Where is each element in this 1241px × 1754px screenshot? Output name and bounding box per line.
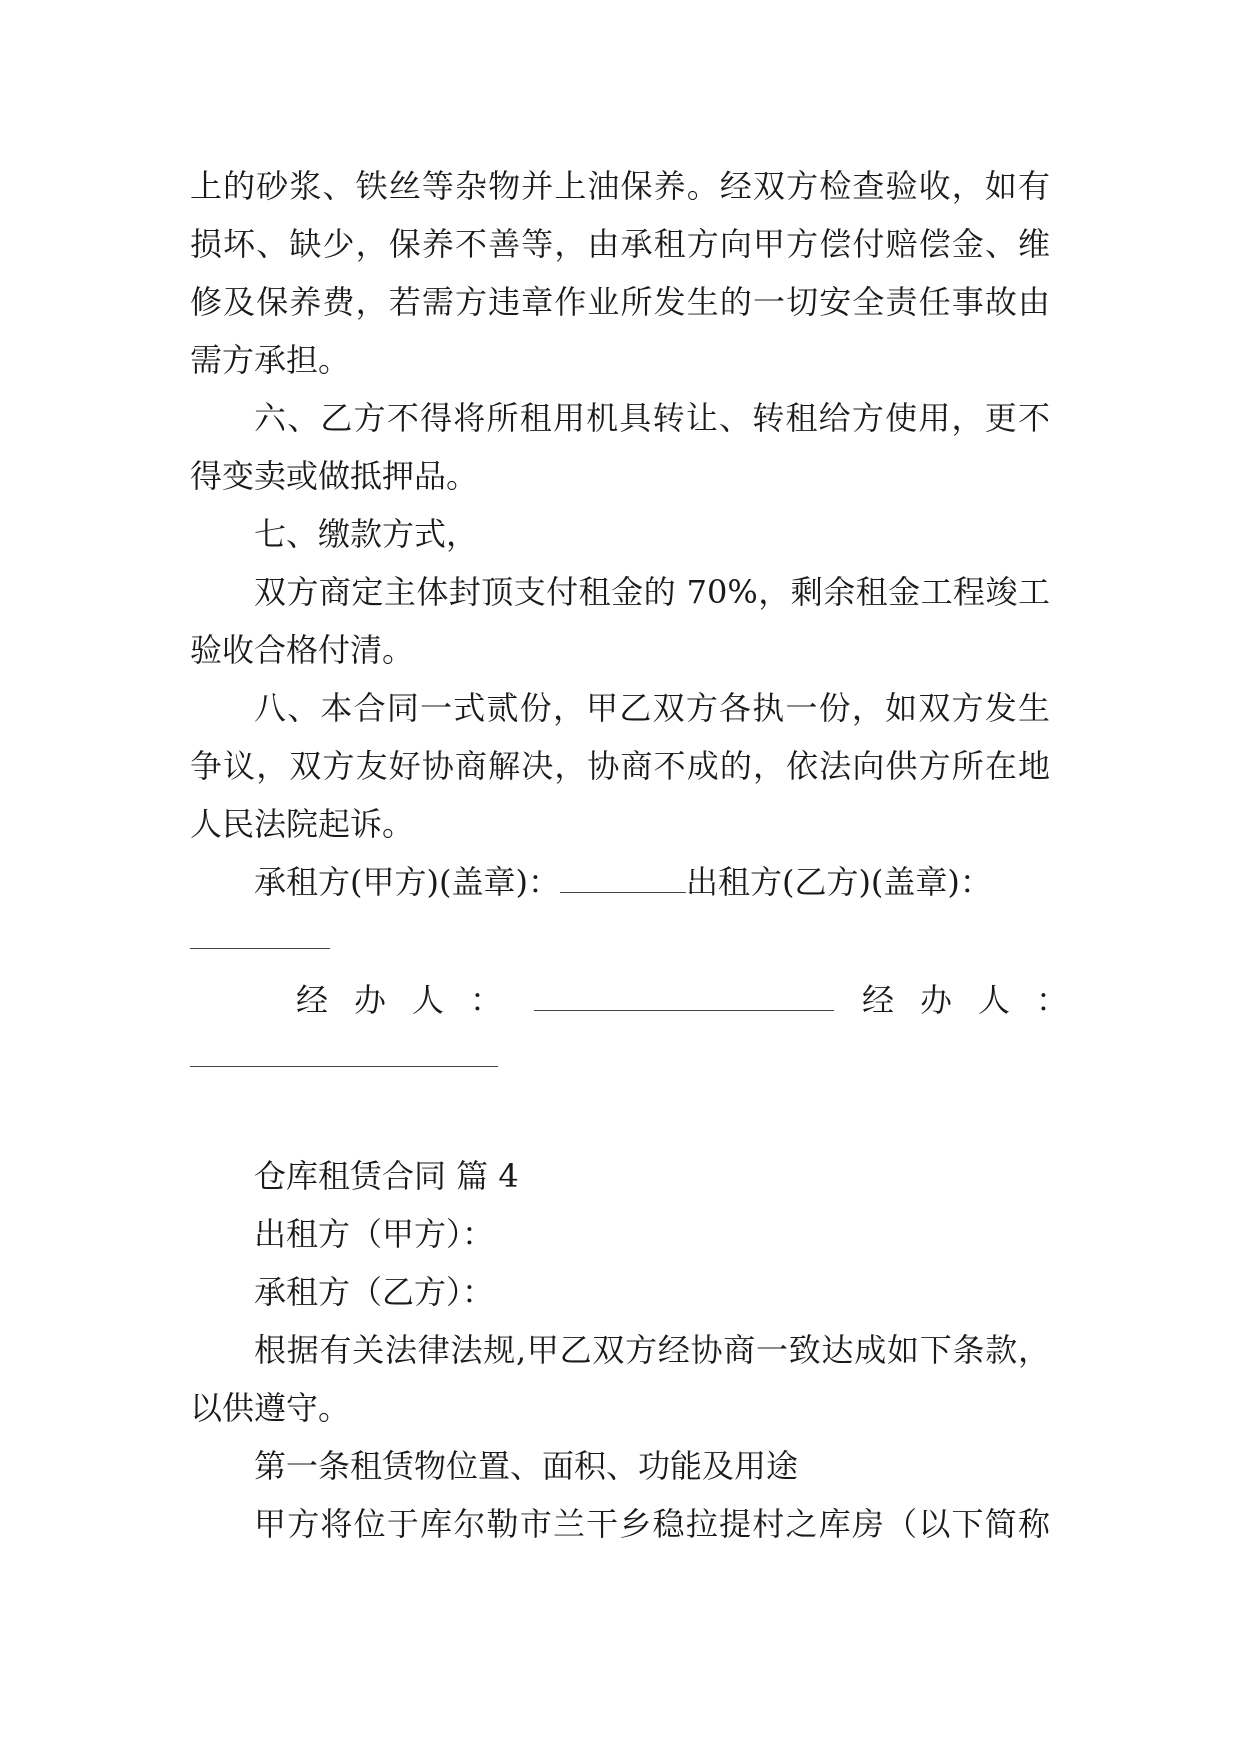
- clause5-line-1: 上的砂浆、铁丝等杂物并上油保养。经双方检查验收，如有: [190, 167, 1050, 205]
- agent-line: [296, 980, 1095, 1020]
- lessor-seal-blank: [190, 948, 330, 949]
- clause7-line-2: 验收合格付清。: [190, 631, 415, 669]
- clause6-line-2: 得变卖或做抵押品。: [190, 457, 479, 495]
- lessor-seal-label: 出租方(乙方)(盖章)：: [685, 863, 992, 901]
- section4-lessee: 承租方（乙方）：: [254, 1273, 495, 1311]
- lessee-agent-label: 经办人：: [296, 981, 529, 1019]
- lessee-agent-blank: [534, 984, 834, 1011]
- section4-preamble-line-1: 根据有关法律法规,甲乙双方经协商一致达成如下条款，: [254, 1331, 1050, 1369]
- section4-title: 仓库租赁合同 篇 4: [254, 1157, 519, 1195]
- clause5-line-4: 需方承担。: [190, 341, 351, 379]
- lessee-seal-label: 承租方(甲方)(盖章)：: [254, 863, 560, 901]
- article1-body-line-1: 甲方将位于库尔勒市兰干乡稳拉提村之库房（以下简称: [254, 1505, 1050, 1543]
- lessor-agent-label: 经办人：: [862, 981, 1095, 1019]
- clause8-line-3: 人民法院起诉。: [190, 805, 415, 843]
- clause5-line-3: 修及保养费，若需方违章作业所发生的一切安全责任事故由: [190, 283, 1050, 321]
- clause7-title: 七、缴款方式，: [254, 515, 479, 553]
- clause8-line-1: 八、本合同一式贰份，甲乙双方各执一份，如双方发生: [254, 689, 1050, 727]
- clause7-line-1: 双方商定主体封顶支付租金的 70%，剩余租金工程竣工: [254, 573, 1050, 611]
- article1-title: 第一条租赁物位置、面积、功能及用途: [254, 1447, 799, 1485]
- lessee-seal-blank: [560, 866, 686, 893]
- signature-line: [254, 862, 1050, 902]
- section4-preamble-line-2: 以供遵守。: [190, 1389, 351, 1427]
- lessor-agent-blank: [190, 1066, 498, 1067]
- clause8-line-2: 争议，双方友好协商解决，协商不成的，依法向供方所在地: [190, 747, 1050, 785]
- clause6-line-1: 六、乙方不得将所租用机具转让、转租给方使用，更不: [254, 399, 1050, 437]
- clause5-line-2: 损坏、缺少，保养不善等，由承租方向甲方偿付赔偿金、维: [190, 225, 1050, 263]
- section4-lessor: 出租方（甲方）：: [254, 1215, 495, 1253]
